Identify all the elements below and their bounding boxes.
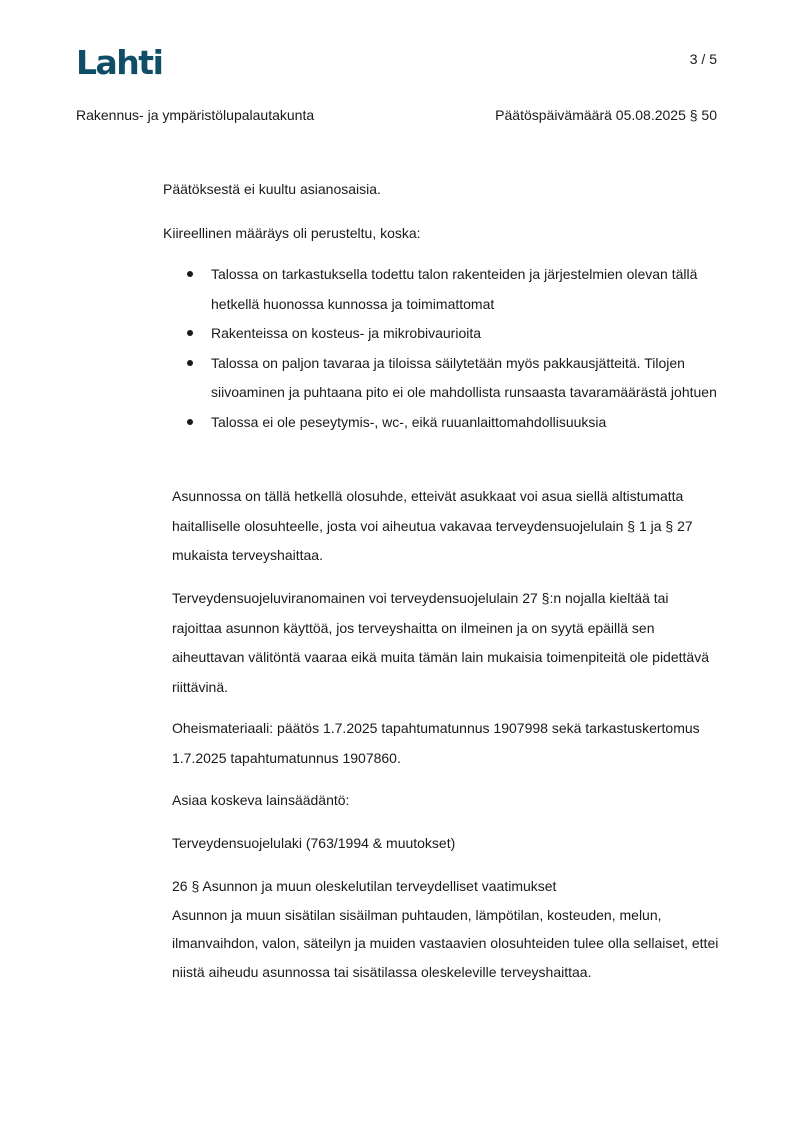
section-26 xyxy=(172,872,720,986)
decision-date: Päätöspäivämäärä 05.08.2025 § 50 xyxy=(495,107,717,123)
paragraph-no-hearing: Päätöksestä ei kuultu asianosaisia. xyxy=(163,181,381,197)
paragraph-legislation-heading: Asiaa koskeva lainsäädäntö: xyxy=(172,792,350,808)
paragraph-authority-powers: Terveydensuojeluviranomainen voi terveydensuojelulain 27 §:n nojalla kieltää tai rajoittaa asunnon käyttöä, jos terveyshaitta on ilmeinen ja on syytä epäillä sen aiheuttavan välitöntä vaaraa eikä muita tämän lain mukaisia toimenpiteitä ole pidettävä riittävinä. xyxy=(172,590,709,695)
section-26-text: Asunnon ja muun sisätilan sisäilman puhtauden, lämpötilan, kosteuden, melun, ilmanvaihdon, valon, säteilyn ja muiden vastaavien olosuhteiden tulee olla sellaiset, ettei niistä aiheudu asunnossa tai sisätilassa oleskeleville terveyshaittaa. xyxy=(172,906,719,980)
paragraph-law-reference: Terveydensuojelulaki (763/1994 & muutokset) xyxy=(172,835,456,851)
page-number: 3 / 5 xyxy=(689,51,717,67)
list-item: Talossa on tarkastuksella todettu talon rakenteiden ja järjestelmien olevan tällä hetkellä huonossa kunnossa ja toimimattomat xyxy=(163,260,723,319)
list-item: Rakenteissa on kosteus- ja mikrobivaurioita xyxy=(163,319,723,349)
list-item: Talossa on paljon tavaraa ja tiloissa säilytetään myös pakkausjätteitä. Tilojen siivoaminen ja puhtaana pito ei ole mahdollista runsaasta tavaramäärästä johtuen xyxy=(163,349,723,408)
list-item: Talossa ei ole peseytymis-, wc-, eikä ruuanlaittomahdollisuuksia xyxy=(163,408,723,438)
section-26-title: 26 § Asunnon ja muun oleskelutilan terveydelliset vaatimukset xyxy=(172,878,557,894)
paragraph-health-hazard: Asunnossa on tällä hetkellä olosuhde, etteivät asukkaat voi asua siellä altistumatta haitalliselle olosuhteelle, josta voi aiheutua vakavaa terveydensuojelulain § 1 ja § 27 mukaista terveyshaittaa. xyxy=(172,488,693,563)
urgency-reasons-list xyxy=(163,260,723,437)
lahti-logo: Lahti xyxy=(76,43,163,82)
paragraph-attachments: Oheismateriaali: päätös 1.7.2025 tapahtumatunnus 1907998 sekä tarkastuskertomus 1.7.2025 tapahtumatunnus 1907860. xyxy=(172,720,700,766)
department-name: Rakennus- ja ympäristölupalautakunta xyxy=(76,107,315,123)
paragraph-urgency-intro: Kiireellinen määräys oli perusteltu, koska: xyxy=(163,225,421,241)
